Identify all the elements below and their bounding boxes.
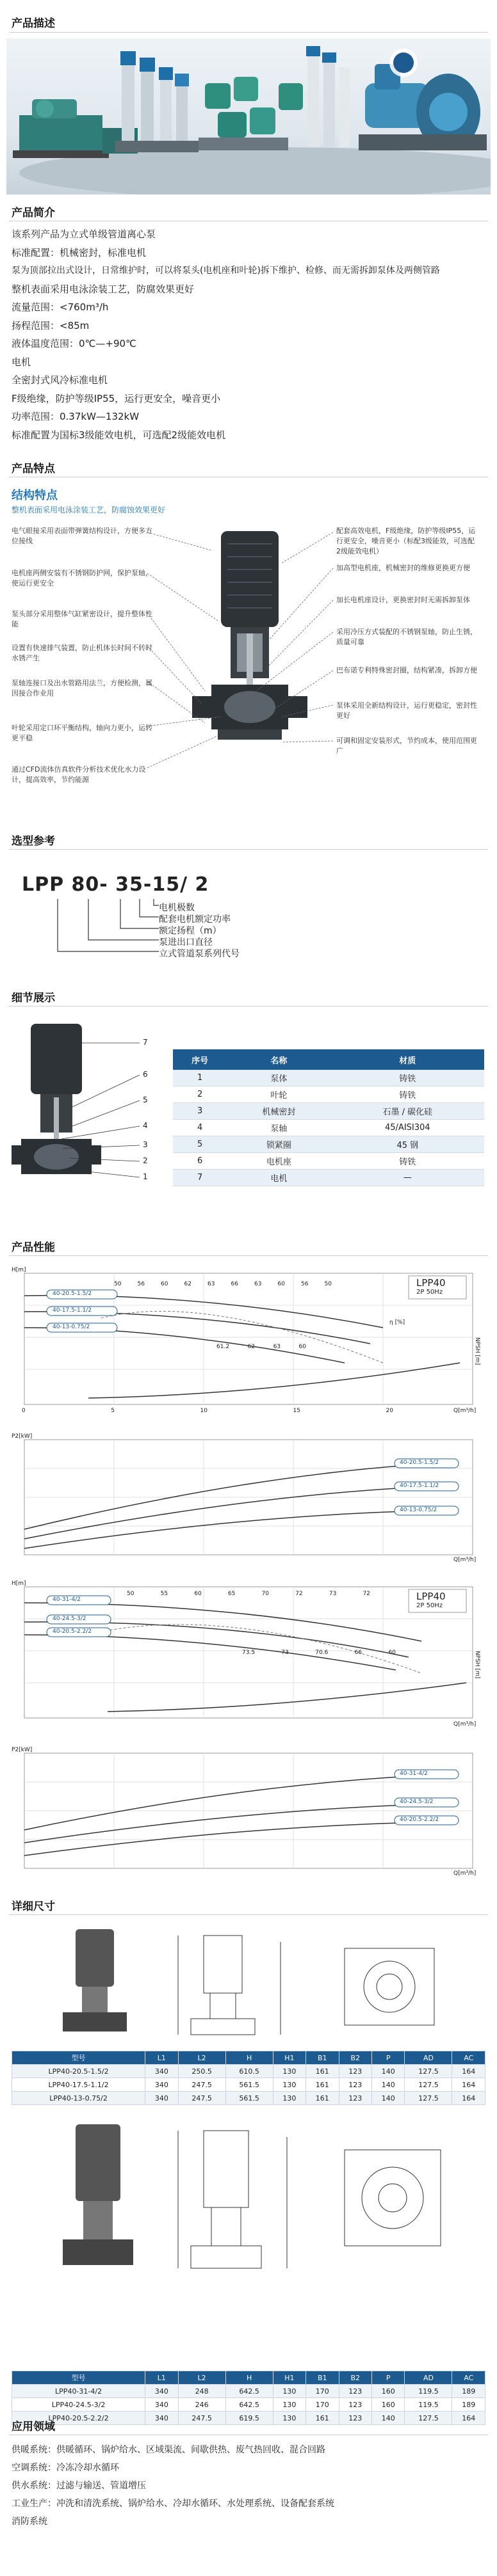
cell: 锁紧圈 bbox=[227, 1136, 330, 1153]
cell: 45 钢 bbox=[331, 1136, 484, 1153]
part-callout: 2 bbox=[143, 1156, 148, 1165]
cell: LPP40-13-0.75/2 bbox=[12, 2092, 145, 2105]
curve-label: 40-20.5-1.5/2 bbox=[53, 1291, 92, 1297]
table-row bbox=[12, 2078, 485, 2092]
table-row bbox=[12, 2412, 485, 2425]
eff: 50 bbox=[324, 1281, 332, 1287]
chart-title: LPP40 bbox=[416, 1277, 446, 1289]
dim-header: L2 bbox=[178, 2051, 225, 2065]
model-desc: 立式管道泵系列代号 bbox=[159, 949, 240, 959]
eff: 65 bbox=[227, 1591, 236, 1597]
tick: 20 bbox=[386, 1408, 393, 1414]
app-line: 供水系统：过滤与输送、管道增压 bbox=[12, 2481, 146, 2491]
eff: 66 bbox=[231, 1281, 238, 1287]
eff: 66 bbox=[354, 1650, 363, 1656]
dim-header: AD bbox=[405, 2051, 452, 2065]
part-callout: 6 bbox=[143, 1070, 148, 1079]
feature-callout: 泵体采用全新结构设计，运行更稳定，密封性更好 bbox=[336, 701, 477, 720]
cell: 642.5 bbox=[225, 2385, 273, 2398]
section-title-features: 产品特点 bbox=[12, 463, 55, 475]
cell: 246 bbox=[178, 2398, 225, 2412]
dim-header: L2 bbox=[178, 2371, 225, 2385]
cell: LPP40-17.5-1.1/2 bbox=[12, 2078, 145, 2092]
intro-line: 功率范围：0.37kW—132kW bbox=[12, 411, 140, 422]
cell: 铸铁 bbox=[331, 1153, 484, 1170]
curve-label: 40-20.5-1.5/2 bbox=[400, 1459, 439, 1466]
parts-table bbox=[173, 1049, 484, 1186]
cell: 340 bbox=[145, 2385, 178, 2398]
efficiency-labels bbox=[127, 1591, 370, 1597]
cell: 161 bbox=[306, 2078, 339, 2092]
cell: 340 bbox=[145, 2412, 178, 2425]
intro-line: 泵为顶部拉出式设计，日常维护时，可以将泵头(电机座和叶轮)拆下维护、检修、而无需拆卸泵体及两侧管路 bbox=[12, 266, 440, 276]
eff: 60 bbox=[194, 1591, 202, 1597]
efficiency-labels-2 bbox=[216, 1344, 306, 1350]
cell: 189 bbox=[452, 2385, 485, 2398]
cell: 119.5 bbox=[405, 2398, 452, 2412]
axis-label: η [%] bbox=[389, 1319, 405, 1326]
table-row bbox=[12, 2398, 485, 2412]
intro-line: F级绝缘，防护等级IP55，运行更安全，噪音更小 bbox=[12, 392, 221, 404]
tick: 15 bbox=[293, 1408, 300, 1414]
performance-chart-2 bbox=[12, 1580, 485, 1734]
feature-callout: 可调和固定安装形式，节约成本，使用范围更广 bbox=[336, 736, 477, 755]
intro-line: 扬程范围：<85m bbox=[12, 319, 90, 331]
curve-label: 40-31-4/2 bbox=[53, 1596, 81, 1603]
features-heading: 结构特点 bbox=[12, 489, 58, 502]
cell: 247.5 bbox=[178, 2412, 225, 2425]
cell: 119.5 bbox=[405, 2385, 452, 2398]
curve-label: 40-20.5-2.2/2 bbox=[400, 1817, 439, 1823]
cell: 130 bbox=[273, 2385, 306, 2398]
cell: 164 bbox=[452, 2078, 485, 2092]
dim-header: AD bbox=[405, 2371, 452, 2385]
part-callout: 5 bbox=[143, 1095, 148, 1104]
dim-header: L1 bbox=[145, 2051, 178, 2065]
feature-callout: 设置有快速排气装置，防止机体长时间不转时水锈产生 bbox=[12, 644, 152, 662]
cell: 140 bbox=[372, 2412, 405, 2425]
feature-callout: 通过CFD流体仿真软件分析技术优化水力设计，提高效率，节约能源 bbox=[12, 765, 146, 784]
axis-label: Q[m³/h] bbox=[453, 1721, 477, 1728]
section-title-detail: 细节展示 bbox=[12, 992, 55, 1005]
section-title-model: 选型参考 bbox=[12, 835, 55, 848]
axis-label: H[m] bbox=[12, 1580, 26, 1587]
dim-header: L1 bbox=[145, 2371, 178, 2385]
parts-header: 序号 bbox=[173, 1049, 227, 1070]
dimension-table-2 bbox=[12, 2371, 485, 2425]
cell: 164 bbox=[452, 2412, 485, 2425]
table-row bbox=[173, 1136, 484, 1153]
cell: 170 bbox=[306, 2385, 339, 2398]
model-code: LPP 80- 35-15/ 2 bbox=[22, 873, 209, 896]
chart-subtitle: 2P 50Hz bbox=[416, 1289, 443, 1296]
section-title-performance: 产品性能 bbox=[12, 1241, 55, 1254]
eff: 73.5 bbox=[242, 1650, 256, 1656]
chart-title: LPP40 bbox=[416, 1591, 446, 1602]
eff: 60 bbox=[388, 1650, 396, 1656]
app-line: 供暖系统：供暖循环、锅炉给水、区域渠流、间歇供热、废气热回收、混合回路 bbox=[12, 2445, 325, 2455]
cell: LPP40-31-4/2 bbox=[12, 2385, 145, 2398]
intro-line: 全密封式风冷标准电机 bbox=[12, 374, 108, 386]
section-title-apps: 应用领域 bbox=[12, 2421, 55, 2433]
applications-list bbox=[12, 2441, 334, 2531]
model-desc: 额定扬程（m） bbox=[159, 926, 222, 936]
power-chart-2 bbox=[12, 1747, 485, 1881]
cell: 123 bbox=[339, 2385, 371, 2398]
table-row bbox=[12, 2065, 485, 2078]
pump-parts-image bbox=[12, 1017, 159, 1209]
intro-line: 整机表面采用电泳涂装工艺，防腐效果更好 bbox=[12, 283, 195, 295]
cell: 铸铁 bbox=[331, 1070, 484, 1086]
cell: 130 bbox=[273, 2412, 306, 2425]
cell: 130 bbox=[273, 2398, 306, 2412]
cell: 4 bbox=[173, 1120, 227, 1136]
axis-label: P2[kW] bbox=[12, 1433, 33, 1440]
eff: 60 bbox=[277, 1281, 285, 1287]
eff: 73 bbox=[281, 1650, 289, 1656]
eff: 62 bbox=[184, 1281, 191, 1287]
axis-label: NPSH [m] bbox=[474, 1651, 480, 1679]
cell: 电机 bbox=[227, 1170, 330, 1186]
tick: 10 bbox=[200, 1408, 208, 1414]
table-row bbox=[173, 1103, 484, 1120]
cell: 561.5 bbox=[225, 2078, 273, 2092]
eff: 70 bbox=[261, 1591, 270, 1597]
cell: 6 bbox=[173, 1153, 227, 1170]
intro-line: 该系列产品为立式单级管道离心泵 bbox=[12, 228, 156, 240]
efficiency-labels-2 bbox=[242, 1650, 396, 1656]
dimension-drawing-2 bbox=[12, 2111, 485, 2367]
eff: 50 bbox=[114, 1281, 122, 1287]
dim-header: H1 bbox=[273, 2051, 306, 2065]
feature-callout: 配套高效电机，F级绝缘，防护等级IP55，运行更安全，噪音更小（标配3级能效，可选配2级能效电机） bbox=[336, 527, 476, 555]
dim-header: H bbox=[225, 2371, 273, 2385]
intro-line: 标准配置为国标3级能效电机，可选配2级能效电机 bbox=[12, 429, 226, 441]
eff: 56 bbox=[137, 1281, 145, 1287]
table-row bbox=[12, 2092, 485, 2105]
section-title-desc: 产品描述 bbox=[12, 17, 55, 30]
dim-header: B1 bbox=[306, 2051, 339, 2065]
features-subtitle: 整机表面采用电泳涂装工艺，防腐蚀效果更好 bbox=[12, 505, 166, 514]
eff: 63 bbox=[273, 1344, 281, 1350]
curve-label: 40-13-0.75/2 bbox=[53, 1324, 90, 1330]
cell: 127.5 bbox=[405, 2412, 452, 2425]
cell: 5 bbox=[173, 1136, 227, 1153]
table-row bbox=[173, 1070, 484, 1086]
dim-header: H bbox=[225, 2051, 273, 2065]
cell: 铸铁 bbox=[331, 1086, 484, 1103]
divider bbox=[9, 1255, 488, 1256]
cell: 340 bbox=[145, 2078, 178, 2092]
eff: 56 bbox=[301, 1281, 309, 1287]
intro-text bbox=[12, 225, 485, 444]
dim-header: 型号 bbox=[12, 2371, 145, 2385]
power-chart-1 bbox=[12, 1433, 485, 1568]
table-row bbox=[173, 1170, 484, 1186]
cell: 45/AISI304 bbox=[331, 1120, 484, 1136]
curve-label: 40-31-4/2 bbox=[400, 1770, 428, 1777]
eff: 60 bbox=[298, 1344, 306, 1350]
performance-chart-1 bbox=[12, 1267, 485, 1420]
feature-callout: 加长电机座设计，更换密封时无需拆卸泵体 bbox=[336, 596, 470, 604]
cell: 127.5 bbox=[405, 2078, 452, 2092]
dim-header: P bbox=[372, 2051, 405, 2065]
dim-header: 型号 bbox=[12, 2051, 145, 2065]
dim-header: AC bbox=[452, 2051, 485, 2065]
cell: LPP40-24.5-3/2 bbox=[12, 2398, 145, 2412]
cell: 机械密封 bbox=[227, 1103, 330, 1120]
axis-label: Q[m³/h] bbox=[453, 1408, 477, 1414]
table-row bbox=[173, 1153, 484, 1170]
cell: 250.5 bbox=[178, 2065, 225, 2078]
axis-label: P2[kW] bbox=[12, 1747, 33, 1753]
cell: 140 bbox=[372, 2092, 405, 2105]
tick: 5 bbox=[111, 1408, 115, 1414]
app-line: 消防系统 bbox=[12, 2516, 47, 2527]
dim-header: B1 bbox=[306, 2371, 339, 2385]
divider bbox=[9, 32, 488, 33]
feature-leader-lines bbox=[0, 525, 497, 793]
intro-line: 标准配置：机械密封，标准电机 bbox=[12, 246, 147, 258]
model-desc: 配套电机额定功率 bbox=[159, 914, 231, 925]
eff: 55 bbox=[160, 1591, 168, 1597]
part-callout: 4 bbox=[143, 1121, 148, 1130]
product-banner-image bbox=[6, 38, 491, 195]
cell: 130 bbox=[273, 2092, 306, 2105]
dimension-table-1 bbox=[12, 2051, 485, 2105]
cell: 610.5 bbox=[225, 2065, 273, 2078]
cell: 340 bbox=[145, 2092, 178, 2105]
table-row bbox=[173, 1086, 484, 1103]
cell: 123 bbox=[339, 2412, 371, 2425]
part-callout: 3 bbox=[143, 1140, 148, 1149]
intro-line: 流量范围：<760m³/h bbox=[12, 301, 109, 313]
intro-line: 液体温度范围：0℃—+90℃ bbox=[12, 338, 136, 349]
cell: 123 bbox=[339, 2092, 371, 2105]
eff: 72 bbox=[295, 1591, 303, 1597]
eff: 61.2 bbox=[216, 1344, 230, 1350]
eff: 70.6 bbox=[315, 1650, 329, 1656]
cell: 泵轴 bbox=[227, 1120, 330, 1136]
parts-header: 名称 bbox=[227, 1049, 330, 1070]
cell: 石墨 / 碳化硅 bbox=[331, 1103, 484, 1120]
curve-label: 40-13-0.75/2 bbox=[400, 1507, 437, 1513]
cell: 电机座 bbox=[227, 1153, 330, 1170]
cell: 164 bbox=[452, 2092, 485, 2105]
app-line: 空调系统：冷冻冷却水循环 bbox=[12, 2463, 119, 2473]
parts-header: 材质 bbox=[331, 1049, 484, 1070]
section-title-intro: 产品简介 bbox=[12, 207, 55, 219]
efficiency-labels bbox=[114, 1281, 332, 1287]
curve-label: 40-20.5-2.2/2 bbox=[53, 1628, 92, 1635]
cell: — bbox=[331, 1170, 484, 1186]
dim-header: P bbox=[372, 2371, 405, 2385]
cell: 189 bbox=[452, 2398, 485, 2412]
cell: 248 bbox=[178, 2385, 225, 2398]
tick: 0 bbox=[22, 1408, 26, 1414]
cell: 127.5 bbox=[405, 2065, 452, 2078]
cell: 127.5 bbox=[405, 2092, 452, 2105]
cell: 123 bbox=[339, 2078, 371, 2092]
cell: 泵体 bbox=[227, 1070, 330, 1086]
chart-subtitle: 2P 50Hz bbox=[416, 1602, 443, 1609]
cell: 170 bbox=[306, 2398, 339, 2412]
model-code-brackets bbox=[51, 899, 160, 960]
model-desc: 泵进出口直径 bbox=[159, 937, 213, 948]
cell: 123 bbox=[339, 2065, 371, 2078]
eff: 73 bbox=[329, 1591, 337, 1597]
cell: 161 bbox=[306, 2412, 339, 2425]
eff: 72 bbox=[363, 1591, 370, 1597]
cell: 340 bbox=[145, 2398, 178, 2412]
feature-callout: 采用冷压方式装配的不锈钢泵轴，防止生锈，质量可靠 bbox=[336, 628, 477, 646]
cell: 161 bbox=[306, 2092, 339, 2105]
curve-label: 40-17.5-1.1/2 bbox=[53, 1307, 92, 1314]
feature-callout: 巴布诺专利特殊密封圈，结构紧凑，拆卸方便 bbox=[336, 666, 477, 674]
eff: 63 bbox=[208, 1281, 215, 1287]
feature-callout: 电气眼接采用表面带弹簧结构设计，方便多方位接线 bbox=[12, 527, 152, 545]
eff: 62 bbox=[247, 1344, 256, 1350]
model-desc: 电机极数 bbox=[159, 903, 195, 913]
feature-callout: 加高型电机座，机械密封的维修更换更方便 bbox=[336, 564, 470, 572]
table-row bbox=[12, 2385, 485, 2398]
divider bbox=[9, 1914, 488, 1915]
part-callout: 1 bbox=[143, 1172, 148, 1181]
feature-callout: 泵头部分采用整体气缸紧密设计，提升整体性能 bbox=[12, 610, 152, 628]
eff: 63 bbox=[254, 1281, 262, 1287]
axis-label: NPSH [m] bbox=[474, 1337, 480, 1365]
dimension-drawing-1 bbox=[12, 1923, 485, 2044]
axis-label: Q[m³/h] bbox=[453, 1557, 477, 1563]
cell: 561.5 bbox=[225, 2092, 273, 2105]
cell: 123 bbox=[339, 2398, 371, 2412]
cell: LPP40-20.5-1.5/2 bbox=[12, 2065, 145, 2078]
curve-label: 40-24.5-3/2 bbox=[400, 1799, 434, 1805]
table-row bbox=[173, 1120, 484, 1136]
cell: 247.5 bbox=[178, 2078, 225, 2092]
cell: 140 bbox=[372, 2065, 405, 2078]
cell: 叶轮 bbox=[227, 1086, 330, 1103]
curve-label: 40-17.5-1.1/2 bbox=[400, 1483, 439, 1489]
dim-header: H1 bbox=[273, 2371, 306, 2385]
cell: 164 bbox=[452, 2065, 485, 2078]
cell: 130 bbox=[273, 2078, 306, 2092]
cell: 140 bbox=[372, 2078, 405, 2092]
cell: LPP40-20.5-2.2/2 bbox=[12, 2412, 145, 2425]
divider bbox=[9, 849, 488, 850]
curve-label: 40-24.5-3/2 bbox=[53, 1616, 86, 1622]
cell: 340 bbox=[145, 2065, 178, 2078]
dim-header: B2 bbox=[339, 2371, 371, 2385]
x-ticks bbox=[22, 1408, 393, 1414]
section-title-dimensions: 详细尺寸 bbox=[12, 1900, 55, 1913]
cell: 2 bbox=[173, 1086, 227, 1103]
cell: 7 bbox=[173, 1170, 227, 1186]
dim-header: B2 bbox=[339, 2051, 371, 2065]
cell: 1 bbox=[173, 1070, 227, 1086]
axis-label: Q[m³/h] bbox=[453, 1870, 477, 1877]
cell: 619.5 bbox=[225, 2412, 273, 2425]
feature-callout: 叶轮采用定口环平衡结构，轴向力更小，运转更平稳 bbox=[12, 724, 152, 742]
eff: 50 bbox=[127, 1591, 134, 1597]
dim-header: AC bbox=[452, 2371, 485, 2385]
cell: 160 bbox=[372, 2398, 405, 2412]
feature-callout: 泵轴连接口及出水管路用法兰，方便检测，属因接合作业用 bbox=[12, 679, 152, 697]
cell: 160 bbox=[372, 2385, 405, 2398]
cell: 130 bbox=[273, 2065, 306, 2078]
cell: 642.5 bbox=[225, 2398, 273, 2412]
feature-callout: 电机座两侧安装有不锈钢防护网，保护泵轴，使运行更安全 bbox=[12, 569, 152, 587]
part-callout: 7 bbox=[143, 1038, 148, 1047]
cell: 161 bbox=[306, 2065, 339, 2078]
eff: 60 bbox=[161, 1281, 168, 1287]
cell: 3 bbox=[173, 1103, 227, 1120]
axis-label: H[m] bbox=[12, 1267, 26, 1273]
cell: 247.5 bbox=[178, 2092, 225, 2105]
app-line: 工业生产：冲洗和清洗系统、锅炉给水、冷却水循环、水处理系统、设备配套系统 bbox=[12, 2499, 334, 2509]
intro-line: 电机 bbox=[12, 356, 31, 368]
